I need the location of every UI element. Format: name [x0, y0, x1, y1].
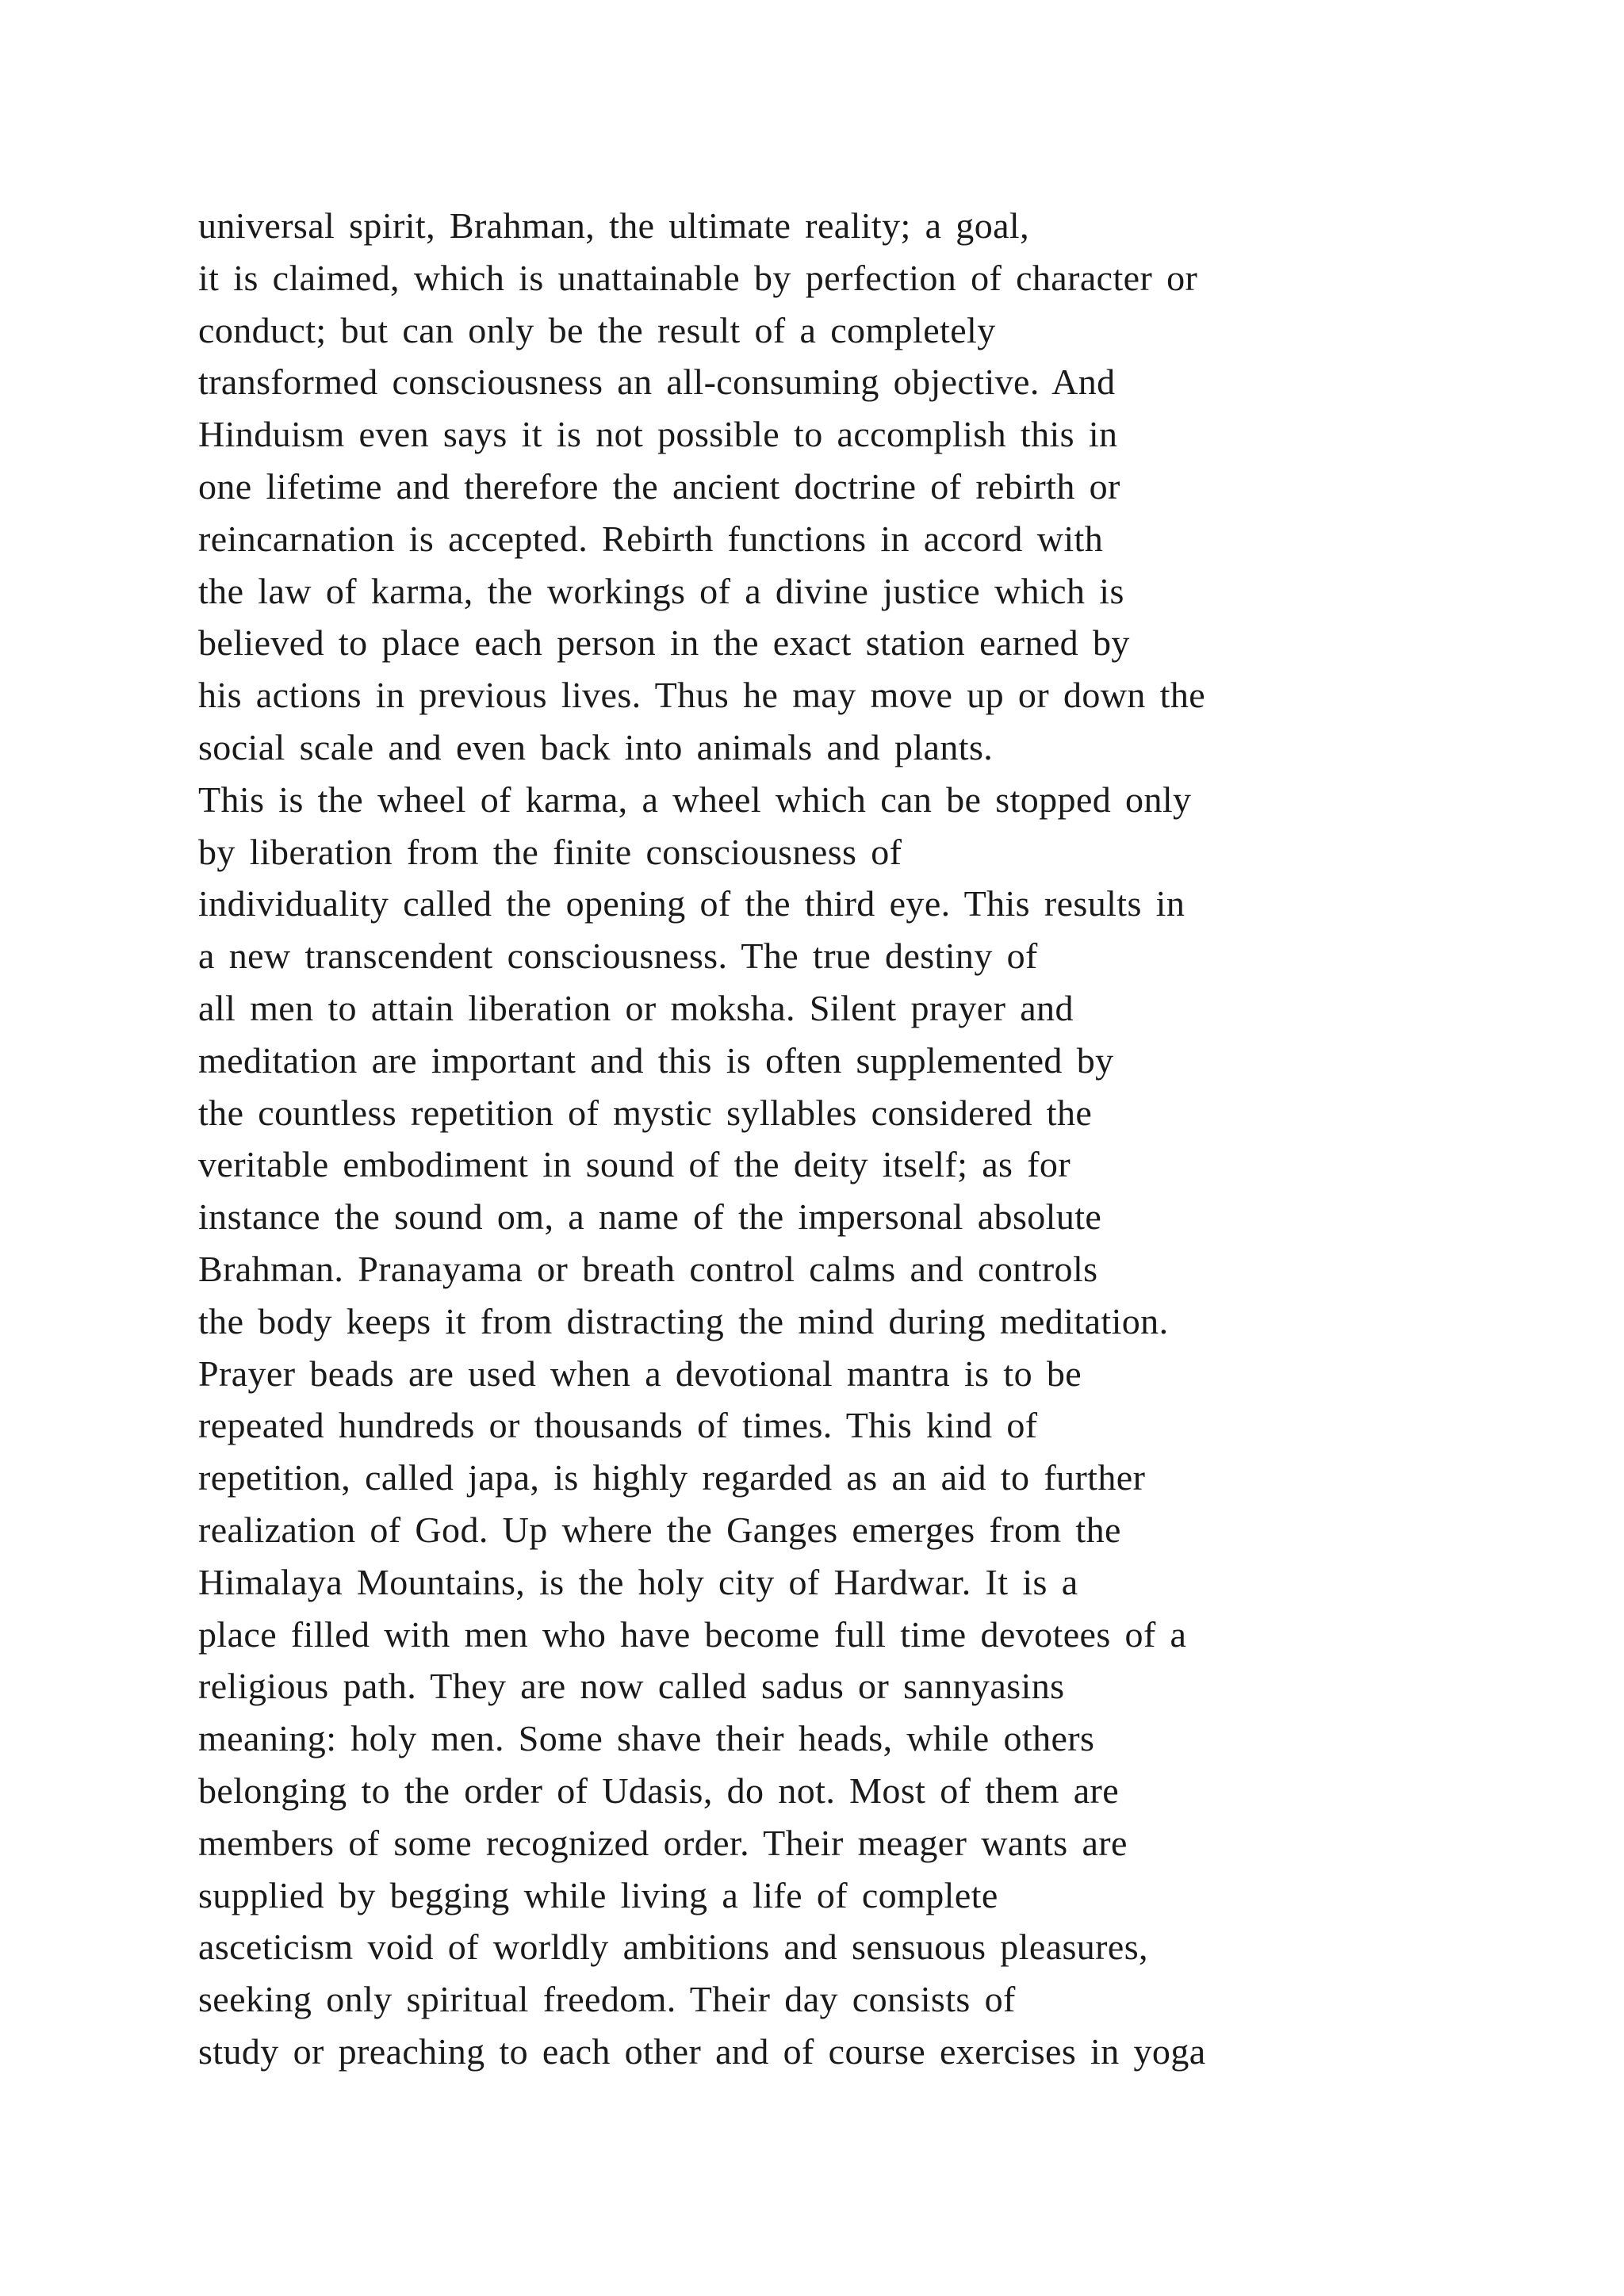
text-line: asceticism void of worldly ambitions and sensuous pleasures,: [198, 1927, 1148, 1968]
text-line: all men to attain liberation or moksha. Silent prayer and: [198, 987, 1074, 1028]
text-line: by liberation from the finite consciousness of: [198, 831, 902, 872]
text-line: religious path. They are now called sadus or sannyasins: [198, 1666, 1065, 1707]
text-line: veritable embodiment in sound of the deity itself; as for: [198, 1144, 1071, 1185]
body-text: [198, 200, 1435, 2078]
text-line: members of some recognized order. Their meager wants are: [198, 1822, 1128, 1863]
text-line: Brahman. Pranayama or breath control calms and controls: [198, 1248, 1098, 1289]
text-line: the law of karma, the workings of a divine justice which is: [198, 570, 1124, 611]
text-line: This is the wheel of karma, a wheel which can be stopped only: [198, 779, 1192, 820]
text-line: the body keeps it from distracting the mind during meditation.: [198, 1300, 1169, 1341]
text-line: the countless repetition of mystic syllables considered the: [198, 1092, 1093, 1133]
text-line: realization of God. Up where the Ganges emerges from the: [198, 1509, 1121, 1550]
text-line: one lifetime and therefore the ancient doctrine of rebirth or: [198, 465, 1120, 507]
text-line: Hinduism even says it is not possible to accomplish this in: [198, 414, 1118, 455]
text-line: repeated hundreds or thousands of times. This kind of: [198, 1405, 1038, 1446]
text-line: supplied by begging while living a life of complete: [198, 1874, 998, 1915]
text-line: a new transcendent consciousness. The true destiny of: [198, 936, 1038, 977]
text-line: individuality called the opening of the third eye. This results in: [198, 883, 1185, 924]
text-line: seeking only spiritual freedom. Their day consists of: [198, 1979, 1016, 2020]
text-line: belonging to the order of Udasis, do not. Most of them are: [198, 1770, 1120, 1811]
text-line: it is claimed, which is unattainable by perfection of character or: [198, 257, 1198, 298]
text-line: instance the sound om, a name of the impersonal absolute: [198, 1196, 1102, 1238]
text-line: his actions in previous lives. Thus he may move up or down the: [198, 675, 1206, 716]
text-line: transformed consciousness an all-consuming objective. And: [198, 362, 1116, 403]
text-line: conduct; but can only be the result of a completely: [198, 309, 996, 350]
text-line: reincarnation is accepted. Rebirth functions in accord with: [198, 518, 1104, 559]
text-line: social scale and even back into animals and plants.: [198, 726, 994, 767]
text-line: Prayer beads are used when a devotional mantra is to be: [198, 1353, 1082, 1394]
text-line: Himalaya Mountains, is the holy city of Hardwar. It is a: [198, 1561, 1078, 1602]
text-line: believed to place each person in the exact station earned by: [198, 622, 1130, 664]
text-line: repetition, called japa, is highly regarded as an aid to further: [198, 1457, 1146, 1498]
text-line: universal spirit, Brahman, the ultimate reality; a goal,: [198, 205, 1030, 246]
text-line: place filled with men who have become full time devotees of a: [198, 1613, 1187, 1655]
text-line: study or preaching to each other and of course exercises in yoga: [198, 2030, 1206, 2072]
text-line: meditation are important and this is often supplemented by: [198, 1039, 1114, 1081]
text-line: meaning: holy men. Some shave their heads, while others: [198, 1718, 1095, 1759]
